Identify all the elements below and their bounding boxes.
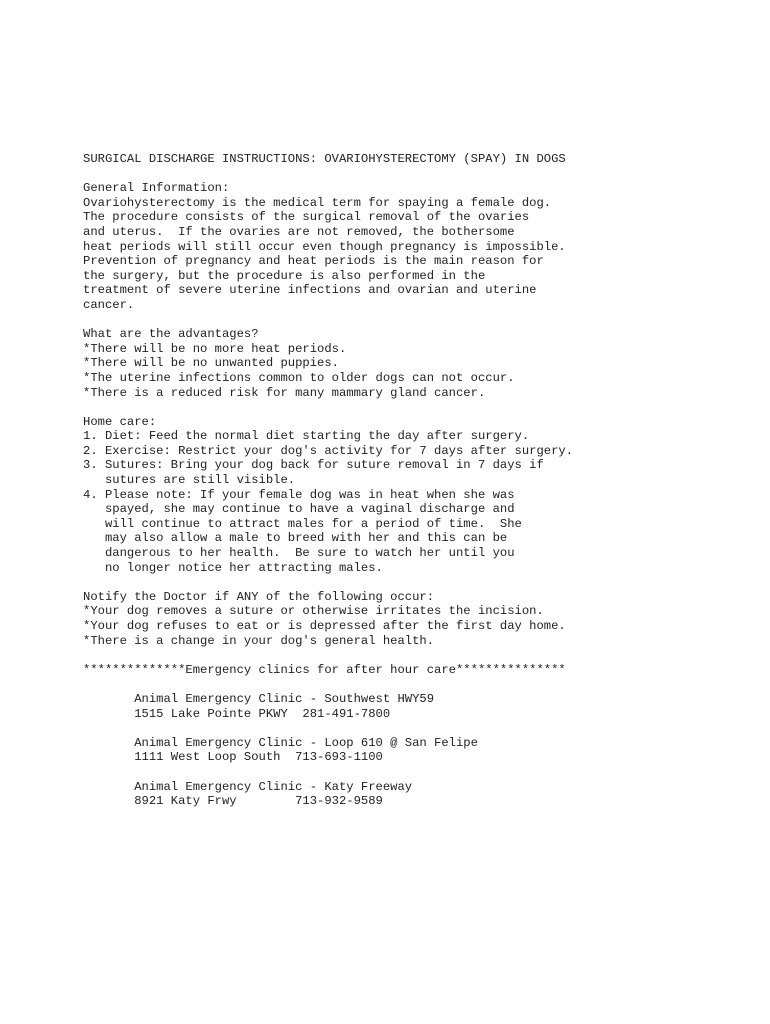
- list-item: *There will be no unwanted puppies.: [83, 356, 339, 371]
- advantages-section: [83, 327, 743, 400]
- list-item: no longer notice her attracting males.: [83, 560, 383, 575]
- list-item: may also allow a male to breed with her and this can be: [83, 531, 508, 546]
- list-item: 4. Please note: If your female dog was in heat when she was: [83, 487, 515, 502]
- text-line: The procedure consists of the surgical removal of the ovaries: [83, 210, 530, 225]
- list-item: 1. Diet: Feed the normal diet starting the day after surgery.: [83, 429, 530, 444]
- text-line: cancer.: [83, 297, 135, 312]
- list-item: spayed, she may continue to have a vaginal discharge and: [83, 502, 515, 517]
- emergency-clinics-section: [83, 663, 743, 809]
- clinic-name: Animal Emergency Clinic - Katy Freeway: [83, 779, 413, 794]
- section-heading: Home care:: [83, 414, 157, 429]
- clinic-address: 1111 West Loop South 713-693-1100: [83, 750, 383, 765]
- clinic-address: 1515 Lake Pointe PKWY 281-491-7800: [83, 706, 391, 721]
- list-item: dangerous to her health. Be sure to watch her until you: [83, 546, 515, 561]
- text-line: the surgery, but the procedure is also performed in the: [83, 268, 486, 283]
- list-item: *The uterine infections common to older dogs can not occur.: [83, 370, 515, 385]
- blank-line: [83, 765, 743, 780]
- blank-line: [83, 575, 743, 590]
- text-line: treatment of severe uterine infections and ovarian and uterine: [83, 283, 537, 298]
- discharge-document: [83, 152, 743, 809]
- list-item: *There is a reduced risk for many mammary gland cancer.: [83, 385, 486, 400]
- section-heading: **************Emergency clinics for after hour care***************: [83, 662, 566, 677]
- list-item: *Your dog removes a suture or otherwise irritates the incision.: [83, 604, 544, 619]
- clinic-name: Animal Emergency Clinic - Southwest HWY59: [83, 691, 435, 706]
- text-line: heat periods will still occur even though pregnancy is impossible.: [83, 239, 566, 254]
- home-care-section: [83, 415, 743, 576]
- section-heading: Notify the Doctor if ANY of the following occur:: [83, 589, 435, 604]
- clinic-name: Animal Emergency Clinic - Loop 610 @ San Felipe: [83, 735, 478, 750]
- blank-line: [83, 721, 743, 736]
- text-line: and uterus. If the ovaries are not removed, the bothersome: [83, 224, 515, 239]
- document-title: SURGICAL DISCHARGE INSTRUCTIONS: OVARIOHYSTERECTOMY (SPAY) IN DOGS: [83, 152, 566, 166]
- section-heading: General Information:: [83, 181, 230, 196]
- blank-line: [83, 400, 743, 415]
- list-item: sutures are still visible.: [83, 473, 296, 488]
- list-item: 2. Exercise: Restrict your dog's activity for 7 days after surgery.: [83, 443, 574, 458]
- section-heading: What are the advantages?: [83, 327, 259, 342]
- list-item: *There is a change in your dog's general health.: [83, 633, 435, 648]
- blank-line: [83, 648, 743, 663]
- blank-line: [83, 677, 743, 692]
- clinic-address: 8921 Katy Frwy 713-932-9589: [83, 794, 383, 809]
- general-info-section: [83, 181, 743, 312]
- text-line: Prevention of pregnancy and heat periods is the main reason for: [83, 254, 544, 269]
- blank-line: [83, 167, 743, 182]
- list-item: *Your dog refuses to eat or is depressed after the first day home.: [83, 619, 566, 633]
- list-item: 3. Sutures: Bring your dog back for suture removal in 7 days if: [83, 458, 544, 473]
- list-item: *There will be no more heat periods.: [83, 341, 347, 356]
- list-item: will continue to attract males for a period of time. She: [83, 516, 522, 531]
- text-line: Ovariohysterectomy is the medical term for spaying a female dog.: [83, 195, 552, 210]
- blank-line: [83, 313, 743, 328]
- notify-section: [83, 590, 743, 648]
